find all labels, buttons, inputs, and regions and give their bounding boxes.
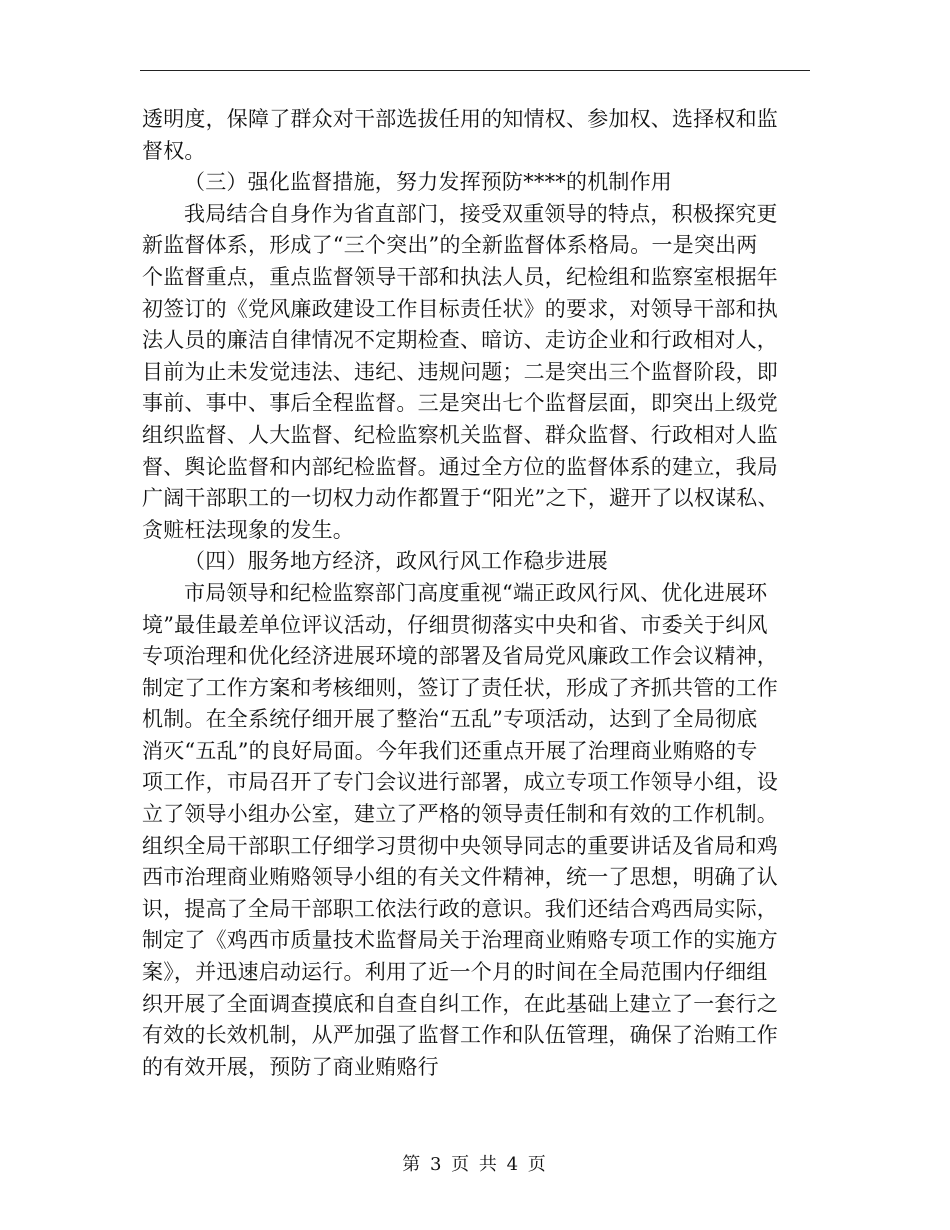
text-line: 贪赃枉法现象的发生。 [142,517,354,542]
text-line: 新监督体系，形成了“三个突出”的全新监督体系格局。一是突出两 [142,233,758,258]
text-line: 组织全局干部职工仔细学习贯彻中央领导同志的重要讲话及省局和鸡 [142,833,778,858]
text-line: 事前、事中、事后全程监督。三是突出七个监督层面，即突出上级党 [142,391,778,416]
text-line: 立了领导小组办公室，建立了严格的领导责任制和有效的工作机制。 [142,802,778,827]
header-rule [140,70,810,71]
section-heading: （三）强化监督措施，努力发挥预防****的机制作用 [184,170,672,195]
page-number-footer: 第 3 页 共 4 页 [402,1154,548,1175]
paragraph-start: 我局结合自身作为省直部门，接受双重领导的特点，积极探究更 [184,201,778,226]
text-line: 督权。 [142,138,206,163]
text-line: 制定了《鸡西市质量技术监督局关于治理商业贿赂专项工作的实施方 [142,928,778,953]
text-line: 案》，并迅速启动运行。利用了近一个月的时间在全局范围内仔细组 [142,960,768,985]
text-line: 消灭“五乱”的良好局面。今年我们还重点开展了治理商业贿赂的专 [142,738,758,763]
body-text [142,104,810,1083]
text-line: 项工作，市局召开了专门会议进行部署，成立专项工作领导小组，设 [142,770,778,795]
text-line: 初签订的《党风廉政建设工作目标责任状》的要求，对领导干部和执 [142,296,778,321]
paragraph-start: 市局领导和纪检监察部门高度重视“端正政风行风、优化进展环 [184,580,768,605]
text-line: 广阔干部职工的一切权力动作都置于“阳光”之下，避开了以权谋私、 [142,486,779,511]
text-line: 督、舆论监督和内部纪检监督。通过全方位的监督体系的建立，我局 [142,454,778,479]
text-line: 组织监督、人大监督、纪检监察机关监督、群众监督、行政相对人监 [142,422,778,447]
text-line: 制定了工作方案和考核细则，签订了责任状，形成了齐抓共管的工作 [142,675,778,700]
text-line: 个监督重点，重点监督领导干部和执法人员，纪检组和监察室根据年 [142,264,778,289]
text-line: 境”最佳最差单位评议活动，仔细贯彻落实中央和省、市委关于纠风 [142,612,768,637]
text-line: 机制。在全系统仔细开展了整治“五乱”专项活动，达到了全局彻底 [142,707,758,732]
text-line: 专项治理和优化经济进展环境的部署及省局党风廉政工作会议精神， [142,644,778,669]
text-line: 有效的长效机制，从严加强了监督工作和队伍管理，确保了治贿工作 [142,1023,778,1048]
text-line: 目前为止未发觉违法、违纪、违规问题；二是突出三个监督阶段，即 [142,359,778,384]
text-line: 织开展了全面调查摸底和自查自纠工作，在此基础上建立了一套行之 [142,991,778,1016]
text-line: 透明度，保障了群众对干部选拔任用的知情权、参加权、选择权和监 [142,107,778,131]
section-heading: （四）服务地方经济，政风行风工作稳步进展 [184,549,608,574]
text-line: 法人员的廉洁自律情况不定期检查、暗访、走访企业和行政相对人， [142,328,778,353]
text-line: 识，提高了全局干部职工依法行政的意识。我们还结合鸡西局实际， [142,896,778,921]
text-line: 的有效开展，预防了商业贿赂行 [142,1054,439,1079]
text-line: 西市治理商业贿赂领导小组的有关文件精神，统一了思想，明确了认 [142,865,778,890]
